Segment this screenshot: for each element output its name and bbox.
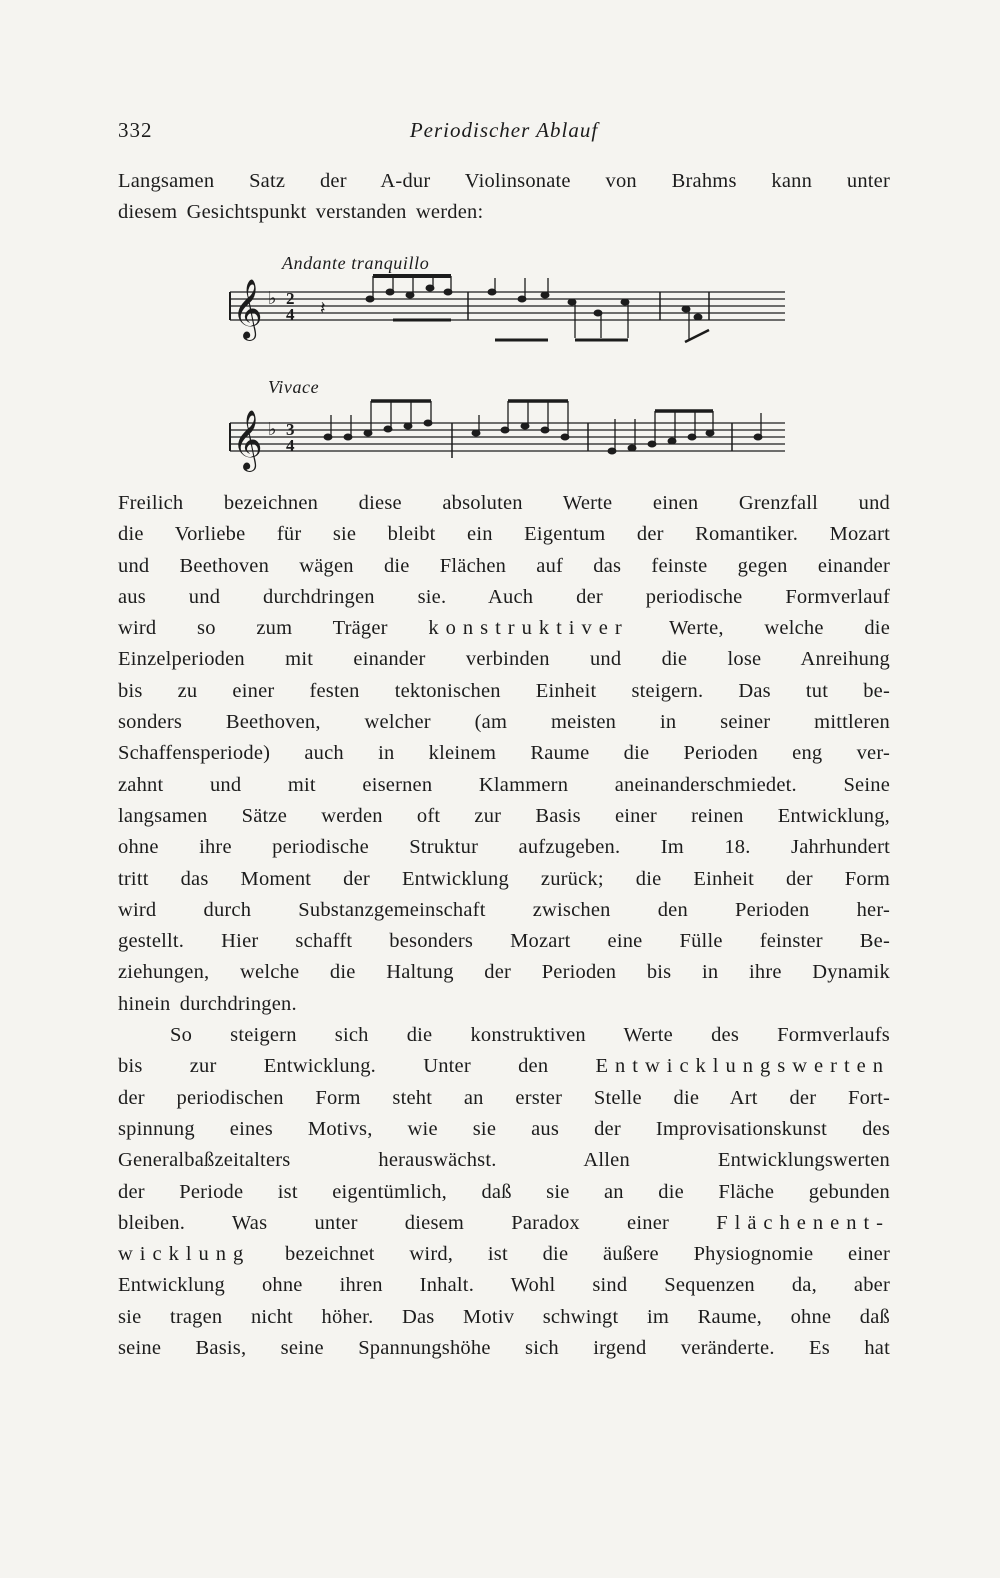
text-line xyxy=(118,613,890,644)
body-text xyxy=(118,488,890,1364)
text-line: Schaffensperiode) auch in kleinem Raume die Perioden eng ver- xyxy=(118,742,890,765)
flat-icon: ♭ xyxy=(268,419,277,440)
time-signature-top: 3 xyxy=(286,420,295,439)
text-line: sonders Beethoven, welcher (am meisten in seiner mittleren xyxy=(118,711,890,734)
text-line: Langsamen Satz der A-dur Violinsonate von Brahms kann unter xyxy=(118,170,890,192)
text-line: langsamen Sätze werden oft zur Basis einer reinen Entwicklung, xyxy=(118,804,890,827)
spaced-emphasis: wicklung xyxy=(118,1243,251,1266)
tempo-marking-vivace: Vivace xyxy=(268,377,320,397)
text-line xyxy=(118,1208,890,1239)
text-line: Freilich bezeichnen diese absoluten Werte einen Grenzfall und xyxy=(118,492,890,514)
treble-clef-icon: 𝄞 xyxy=(232,279,263,339)
measure-4-notes xyxy=(754,413,762,440)
text-line: wird durch Substanzgemeinschaft zwischen den Perioden her- xyxy=(118,898,890,921)
spaced-emphasis: Flächenent- xyxy=(716,1211,890,1234)
text-line: Entwicklung ohne ihren Inhalt. Wohl sind Sequenzen da, aber xyxy=(118,1274,890,1297)
music-example-2 xyxy=(220,393,790,473)
text-line: der Periode ist eigentümlich, daß sie an die Fläche gebunden xyxy=(118,1180,890,1203)
running-title: Periodischer Ablauf xyxy=(409,118,599,142)
measure-2-notes xyxy=(488,278,629,340)
text-line: und Beethoven wägen die Flächen auf das feinste gegen einander xyxy=(118,554,890,577)
text-line: hinein durchdringen. xyxy=(118,992,297,1015)
intro-paragraph xyxy=(118,166,890,229)
text-line: ohne ihre periodische Struktur aufzugeben. Im 18. Jahrhundert xyxy=(118,836,890,859)
measure-2-notes xyxy=(472,401,569,440)
quarter-rest-icon: 𝄽 xyxy=(320,298,326,319)
text-line: diesem Gesichtspunkt verstanden werden: xyxy=(118,201,484,224)
text-line: seine Basis, seine Spannungshöhe sich irgend veränderte. Es hat xyxy=(118,1337,890,1360)
measure-1-notes xyxy=(324,401,432,440)
tempo-marking-andante: Andante tranquillo xyxy=(282,253,430,273)
text-line: tritt das Moment der Entwicklung zurück; die Einheit der Form xyxy=(118,867,890,890)
text-line: Generalbaßzeitalters herauswächst. Allen Entwicklungswerten xyxy=(118,1149,890,1172)
music-example-1 xyxy=(220,270,790,350)
text-segment: bezeichnet wird, ist die äußere Physiognomie einer xyxy=(250,1243,890,1266)
text-segment: wird so zum Träger xyxy=(118,617,429,640)
text-line: gestellt. Hier schafft besonders Mozart eine Fülle feinster Be- xyxy=(118,930,890,953)
text-line xyxy=(118,1051,890,1082)
text-line: So steigern sich die konstruktiven Werte des Formverlaufs xyxy=(170,1024,890,1047)
measure-3-notes xyxy=(608,411,714,454)
time-signature-top: 2 xyxy=(286,289,295,308)
flat-icon: ♭ xyxy=(268,288,277,309)
text-line: der periodischen Form steht an erster Stelle die Art der Fort- xyxy=(118,1086,890,1109)
text-segment: Werte, welche die xyxy=(628,617,891,640)
page-number: 332 xyxy=(118,118,153,142)
text-line: die Vorliebe für sie bleibt ein Eigentum der Romantiker. Mozart xyxy=(118,523,890,546)
text-line: zahnt und mit eisernen Klammern aneinanderschmiedet. Seine xyxy=(118,773,890,796)
text-line: sie tragen nicht höher. Das Motiv schwingt im Raume, ohne daß xyxy=(118,1305,890,1328)
text-line: ziehungen, welche die Haltung der Perioden bis in ihre Dynamik xyxy=(118,961,890,984)
treble-clef-icon: 𝄞 xyxy=(232,410,263,470)
text-segment: bis zur Entwicklung. Unter den xyxy=(118,1055,596,1078)
spaced-emphasis: konstruktiver xyxy=(428,617,629,640)
spaced-emphasis: Entwicklungswerten xyxy=(595,1055,890,1078)
text-line: aus und durchdringen sie. Auch der periodische Formverlauf xyxy=(118,585,890,608)
time-signature-bottom: 4 xyxy=(286,436,295,455)
text-line xyxy=(118,1239,890,1270)
running-header xyxy=(118,118,890,148)
text-line: Einzelperioden mit einander verbinden und die lose Anreihung xyxy=(118,648,890,671)
time-signature-bottom: 4 xyxy=(286,305,295,324)
text-line: spinnung eines Motivs, wie sie aus der Improvisationskunst des xyxy=(118,1117,890,1140)
text-segment: bleiben. Was unter diesem Paradox einer xyxy=(118,1211,717,1234)
text-line: bis zu einer festen tektonischen Einheit steigern. Das tut be- xyxy=(118,679,890,702)
